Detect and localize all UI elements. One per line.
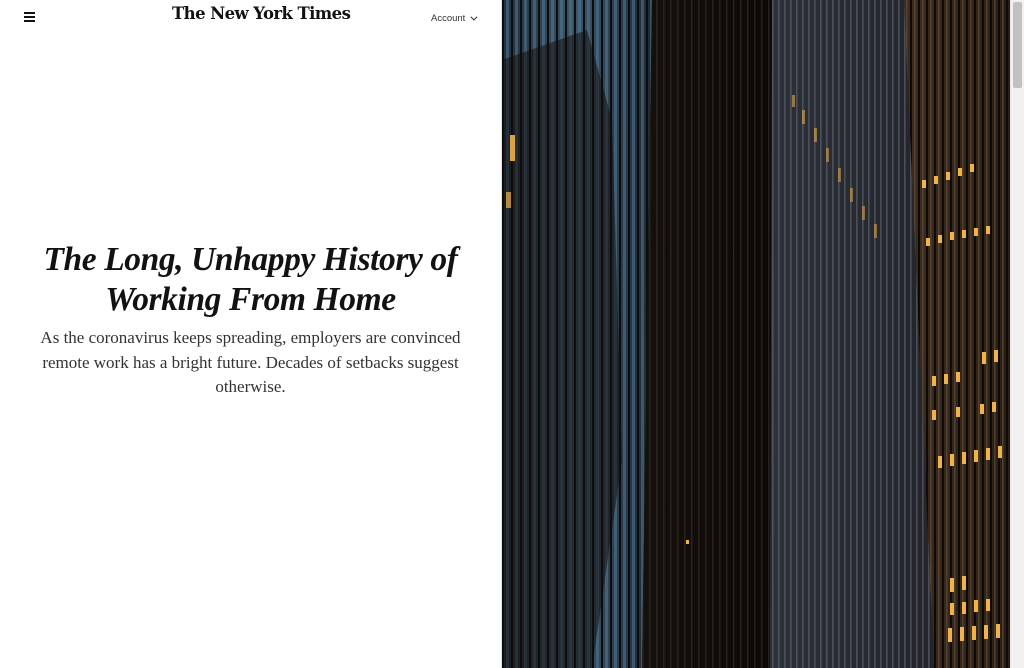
account-label: Account: [431, 12, 466, 24]
article-summary: As the coronavirus keeps spreading, employers are convinced remote work has a bright future. Decades of setbacks suggest otherwise.: [40, 328, 461, 396]
account-button[interactable]: [431, 10, 475, 26]
skyscraper-photo: [502, 0, 1010, 668]
nyt-logo[interactable]: The New York Times: [172, 4, 351, 23]
scrollbar-thumb[interactable]: [1013, 2, 1022, 88]
hero-image: [502, 0, 1010, 668]
article-headline: The Long, Unhappy History of Working From Home: [43, 241, 458, 318]
page-scrollbar[interactable]: [1010, 0, 1024, 668]
hamburger-menu-icon[interactable]: [21, 8, 38, 25]
article-header-panel: [0, 0, 501, 668]
masthead: [0, 0, 501, 34]
chevron-down-icon: [471, 13, 478, 20]
